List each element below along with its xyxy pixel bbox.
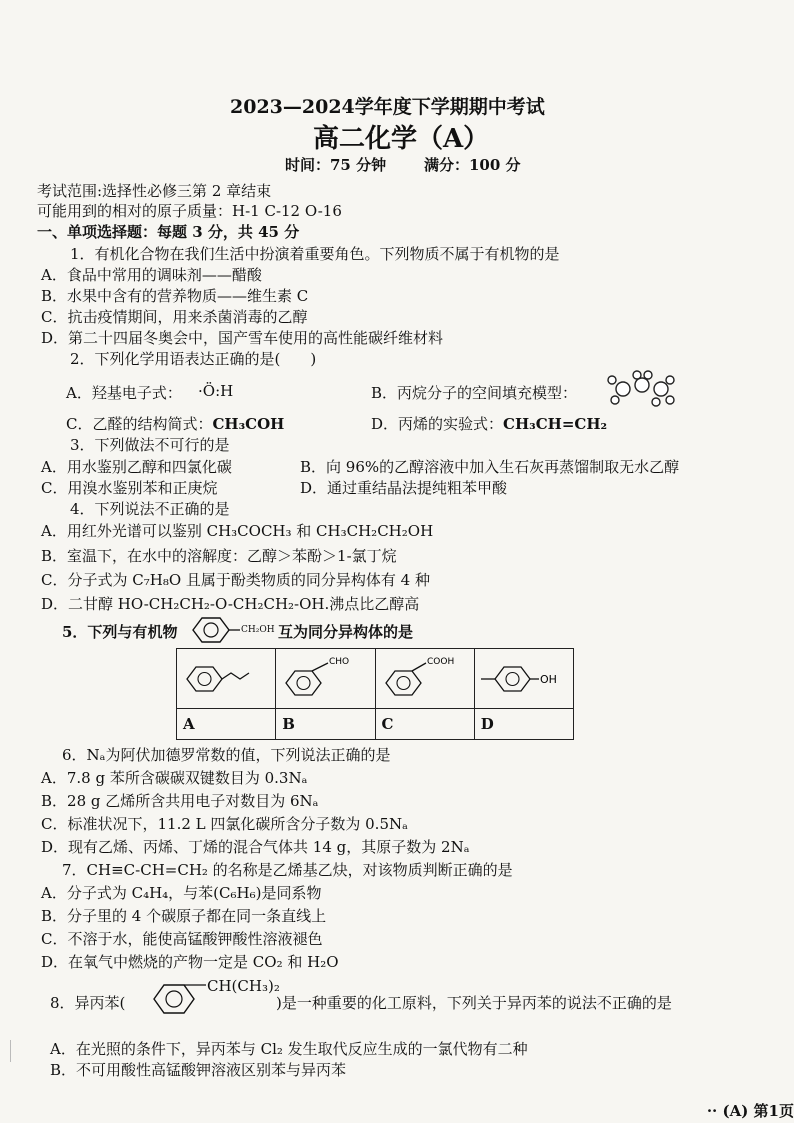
q8-stem-pre: 8．异丙苯( [50,994,126,1012]
q7-option-a: A．分子式为 C₄H₄，与苯(C₆H₆)是同系物 [41,884,322,902]
exam-score: 满分：100 分 [424,156,521,174]
q8-stem-post: )是一种重要的化工原料，下列关于异丙苯的说法不正确的是 [276,994,672,1012]
q7-option-d: D．在氧气中燃烧的产物一定是 CO₂ 和 H₂O [41,953,339,971]
q1-option-d: D．第二十四届冬奥会中，国产雪车使用的高性能碳纤维材料 [41,329,444,347]
q5-oh-label: OH [539,673,557,686]
q1-stem: 1．有机化合物在我们生活中扮演着重要角色。下列物质不属于有机物的是 [70,245,560,263]
q5-structure-a [177,649,276,709]
q5-stem-post: 互为同分异构体的是 [278,623,414,641]
q2-option-a: A．羟基电子式： [66,384,182,402]
q7-stem: 7．CH≡C-CH=CH₂ 的名称是乙烯基乙炔，对该物质判断正确的是 [62,861,513,879]
q5-cho-label: CHO [329,657,350,667]
subject-title: 高二化学（A） [313,124,490,154]
q6-option-c: C．标准状况下，11.2 L 四氯化碳所含分子数为 0.5Nₐ [41,815,408,833]
q5-label-d: D [474,709,573,740]
scan-mark [10,1040,11,1062]
q5-benzene-ring [185,614,241,646]
q5-structure-c [375,649,474,709]
q5-label-a: A [177,709,276,740]
q3-stem: 3．下列做法不可行的是 [70,436,230,454]
q5-label-b: B [276,709,375,740]
q3-option-a: A．用水鉴别乙醇和四氯化碳 [41,458,232,476]
atomic-mass-note: 可能用到的相对的原子质量：H-1 C-12 O-16 [37,202,342,220]
q5-label-c: C [375,709,474,740]
q4-stem: 4．下列说法不正确的是 [70,500,230,518]
q6-option-d: D．现有乙烯、丙烯、丁烯的混合气体共 14 g，其原子数为 2Nₐ [41,838,470,856]
q2-hydroxyl-formula: ·Ö:H [198,382,234,400]
q2-stem: 2．下列化学用语表达正确的是( ) [70,350,317,368]
q1-option-b: B．水果中含有的营养物质——维生素 C [41,287,309,305]
q8-isopropyl-group: CH(CH₃)₂ [207,977,280,995]
exam-title: 2023—2024学年度下学期期中考试 [230,96,545,118]
q6-option-a: A．7.8 g 苯所含碳碳双键数目为 0.3Nₐ [41,769,308,787]
exam-scope: 考试范围:选择性必修三第 2 章结束 [37,182,272,200]
q5-ch2oh-label: CH₂OH [241,625,275,635]
q5-stem-pre: 5．下列与有机物 [62,623,178,641]
propane-space-filling-model [600,370,682,408]
q3-option-d: D．通过重结晶法提纯粗苯甲酸 [300,479,508,497]
q5-structure-d [474,649,573,709]
q4-option-a: A．用红外光谱可以鉴别 CH₃COCH₃ 和 CH₃CH₂CH₂OH [41,522,434,540]
page-number: ·· (A) 第1页 [706,1102,794,1120]
q7-option-b: B．分子里的 4 个碳原子都在同一条直线上 [41,907,327,925]
q6-option-b: B．28 g 乙烯所含共用电子对数目为 6Nₐ [41,792,319,810]
q3-option-c: C．用溴水鉴别苯和正庚烷 [41,479,218,497]
q5-cooh-label: COOH [426,657,454,667]
q2-option-d: D．丙烯的实验式：CH₃CH=CH₂ [371,415,608,433]
q8-option-a: A．在光照的条件下，异丙苯与 Cl₂ 发生取代反应生成的一氯代物有二种 [50,1040,528,1058]
q6-stem: 6．Nₐ为阿伏加德罗常数的值，下列说法正确的是 [62,746,391,764]
q8-benzene-ring [146,975,208,1017]
q5-structure-b [276,649,375,709]
q4-option-d: D．二甘醇 HO-CH₂CH₂-O-CH₂CH₂-OH.沸点比乙醇高 [41,595,420,613]
exam-time: 时间：75 分钟 [285,156,387,174]
section-heading: 一、单项选择题：每题 3 分，共 45 分 [37,223,300,241]
q4-option-b: B．室温下，在水中的溶解度：乙醇＞苯酚＞1-氯丁烷 [41,547,397,565]
q2-propene-formula: CH₃CH=CH₂ [503,415,608,433]
q4-option-c: C．分子式为 C₇H₈O 且属于酚类物质的同分异构体有 4 种 [41,571,430,589]
q5-options-table [176,648,574,740]
q1-option-a: A．食品中常用的调味剂——醋酸 [41,266,262,284]
q2-option-b: B．丙烷分子的空间填充模型： [371,384,578,402]
q7-option-c: C．不溶于水，能使高锰酸钾酸性溶液褪色 [41,930,323,948]
q2-acetaldehyde-formula: CH₃COH [212,415,285,433]
q8-option-b: B．不可用酸性高锰酸钾溶液区别苯与异丙苯 [50,1061,347,1079]
q2-option-c: C．乙醛的结构简式：CH₃COH [66,415,285,433]
q1-option-c: C．抗击疫情期间，用来杀菌消毒的乙醇 [41,308,308,326]
q3-option-b: B．向 96%的乙醇溶液中加入生石灰再蒸馏制取无水乙醇 [300,458,680,476]
